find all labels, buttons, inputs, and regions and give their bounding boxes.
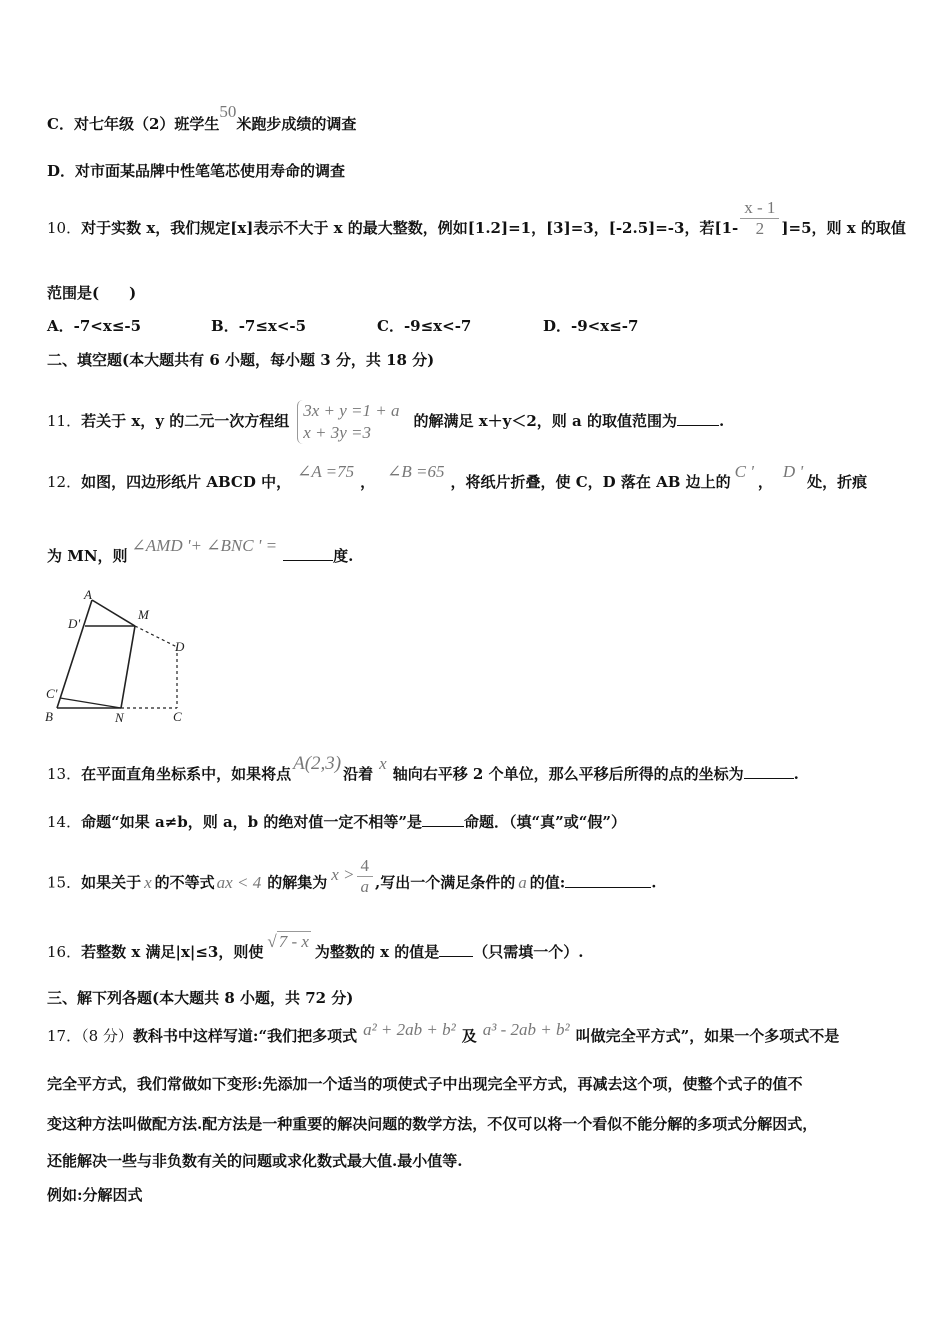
question-17-line2: 完全平方式，我们常做如下变形:先添加一个适当的项使式子中出现完全平方式，再减去这个项，使整个式子的值不 (47, 1075, 803, 1093)
label-C: C (173, 709, 182, 724)
equation-system: 3x + y =1 + a x + 3y =3 (297, 400, 399, 444)
option-c-line: C．对七年级（2）班学生50米跑步成绩的调查 (47, 102, 357, 133)
question-11: 11．若关于 x，y 的二元一次方程组 3x + y =1 + a x + 3y =3 的解满足 x＋y＜2，则 a 的取值范围为 . (47, 401, 725, 442)
answer-blank (439, 942, 473, 957)
question-16: 16．若整数 x 满足|x|≤3，则使√ 7 - x为整数的 x 的值是 （只需填一个）. (47, 932, 584, 961)
question-12-line2: 为 MN，则∠AMD '+ ∠BNC ' =度. (47, 536, 354, 565)
label-Cprime: C' (46, 686, 58, 701)
option-label: D (47, 162, 61, 180)
label-M: M (138, 607, 149, 622)
question-12: 12．如图，四边形纸片 ABCD 中，∠A =75，∠B =65，将纸片折叠，使 C，D 落在 AB 边上的C '，D '处，折痕 (47, 462, 868, 491)
sqrt-expression: √ 7 - x (267, 932, 309, 951)
answer-blank (283, 546, 333, 561)
answer-blank (677, 411, 719, 426)
label-D: D (175, 639, 185, 654)
answer-blank (565, 873, 651, 888)
option-label: C (47, 115, 59, 133)
question-10-line2: 范围是( ) (47, 284, 137, 302)
question-15: 15．如果关于 x 的不等式 ax < 4 的解集为 x > $\frac{4}{a}$ ,写出一个满足条件的 a 的值: . (47, 856, 657, 896)
question-17: 17．（8 分）教科书中这样写道:“我们把多项式 a² + 2ab + b² 及 a³ - 2ab + b² 叫做完全平方式”，如果一个多项式不是 (47, 1020, 840, 1045)
label-N: N (115, 710, 124, 725)
fraction: $\frac{x - 1}{2}$ (740, 198, 779, 239)
question-17-line4: 还能解决一些与非负数有关的问题或求化数式最大值.最小值等. (47, 1152, 463, 1170)
answer-blank (422, 812, 464, 827)
math-50: 50 (219, 102, 237, 121)
label-Dprime: D' (68, 616, 81, 631)
question-14: 14．命题“如果 a≠b，则 a，b 的绝对值一定不相等”是 命题．（填“真”或“假”） (47, 813, 627, 831)
section-heading: 三、解下列各题(本大题共 8 小题，共 72 分) (47, 989, 354, 1007)
question-17-line5: 例如:分解因式 (47, 1186, 143, 1204)
label-A: A (84, 587, 92, 602)
question-17-line3: 变这种方法叫做配方法.配方法是一种重要的解决问题的数学方法，不仅可以将一个看似不能分解的多项式分解因式， (47, 1115, 818, 1133)
question-10: 10．对于实数 x，我们规定[x]表示不大于 x 的最大整数，例如[1.2]=1，[3]=3，[-2.5]=-3，若[1- $\frac{x - 1}{2}$ ]=5，则 x 的取值 (47, 197, 906, 238)
option-d-line: D．对市面某品牌中性笔笔芯使用寿命的调查 (47, 162, 346, 180)
answer-blank (744, 764, 794, 779)
fraction: $\frac{4}{a}$ (357, 856, 374, 897)
quadrilateral-figure (40, 585, 200, 730)
label-B: B (45, 709, 53, 724)
question-10-options: A．-7<x≤-5 B．-7≤x<-5 C．-9≤x<-7 D．-9<x≤-7 (47, 317, 639, 335)
question-13: 13．在平面直角坐标系中，如果将点 A(2,3) 沿着x轴向右平移 2 个单位，那么平移后所得的点的坐标为 . (47, 753, 799, 783)
section-heading: 二、填空题(本大题共有 6 小题，每小题 3 分，共 18 分) (47, 351, 435, 369)
